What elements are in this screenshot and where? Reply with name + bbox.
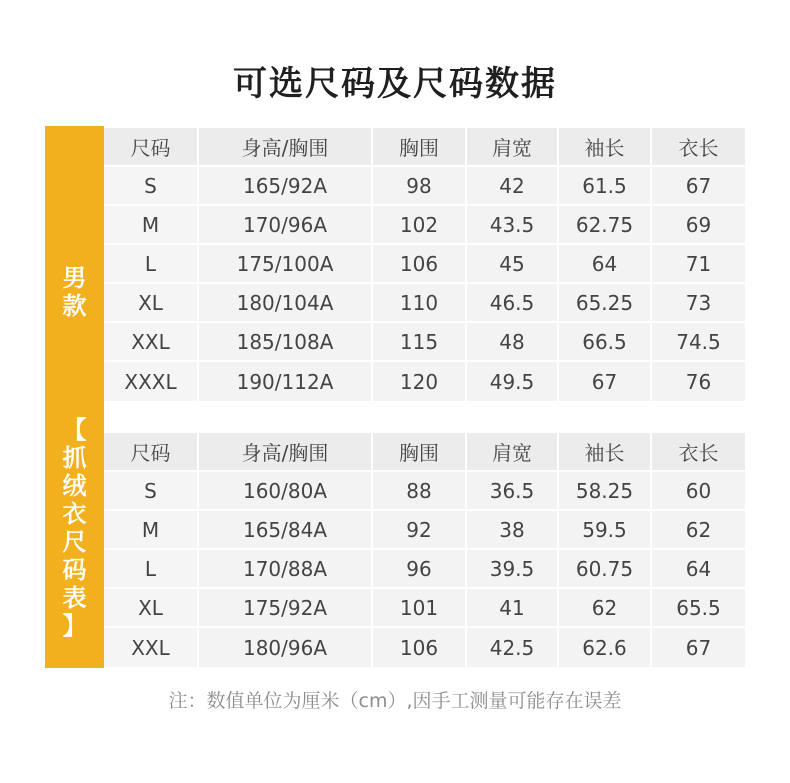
measurement-cell: 175/92A (199, 589, 373, 628)
men-label-char: 款 (62, 292, 87, 320)
measurement-cell: 170/88A (199, 550, 373, 589)
table-row (104, 167, 745, 206)
measurement-cell: 38 (467, 511, 559, 550)
measurement-cell: 49.5 (467, 362, 559, 401)
table-title-label (45, 416, 104, 640)
column-header: 胸围 (373, 128, 467, 167)
measurement-cell: 64 (559, 245, 652, 284)
column-header: 身高/胸围 (199, 128, 373, 167)
measurement-cell: 62.6 (559, 628, 652, 667)
measurement-cell: 106 (373, 628, 467, 667)
size-cell: XXL (104, 628, 199, 667)
measurement-cell: 190/112A (199, 362, 373, 401)
measurement-cell: 65.5 (652, 589, 745, 628)
size-cell: S (104, 167, 199, 206)
table-header-row (104, 128, 745, 167)
column-header: 衣长 (652, 128, 745, 167)
table-row (104, 206, 745, 245)
column-header: 衣长 (652, 433, 745, 472)
measurement-cell: 66.5 (559, 323, 652, 362)
table-header-row (104, 433, 745, 472)
measurement-cell: 69 (652, 206, 745, 245)
table-label-char: 衣 (62, 500, 87, 528)
measurement-cell: 88 (373, 472, 467, 511)
measurement-cell: 67 (559, 362, 652, 401)
measurement-cell: 110 (373, 284, 467, 323)
column-header: 胸围 (373, 433, 467, 472)
footnote: 注：数值单位为厘米（cm）,因手工测量可能存在误差 (168, 690, 622, 712)
measurement-cell: 42 (467, 167, 559, 206)
men-section-label (45, 264, 104, 320)
table-row (104, 550, 745, 589)
measurement-cell: 71 (652, 245, 745, 284)
measurement-cell: 62 (652, 511, 745, 550)
measurement-cell: 73 (652, 284, 745, 323)
table-row (104, 472, 745, 511)
column-header: 尺码 (104, 433, 199, 472)
table-row (104, 589, 745, 628)
measurement-cell: 39.5 (467, 550, 559, 589)
measurement-cell: 60 (652, 472, 745, 511)
men-label-char: 男 (62, 264, 87, 292)
measurement-cell: 115 (373, 323, 467, 362)
measurement-cell: 61.5 (559, 167, 652, 206)
size-cell: L (104, 245, 199, 284)
measurement-cell: 41 (467, 589, 559, 628)
measurement-cell: 106 (373, 245, 467, 284)
women-section-label (45, 727, 104, 783)
measurement-cell: 60.75 (559, 550, 652, 589)
measurement-cell: 165/84A (199, 511, 373, 550)
measurement-cell: 102 (373, 206, 467, 245)
column-header: 肩宽 (467, 433, 559, 472)
measurement-cell: 42.5 (467, 628, 559, 667)
measurement-cell: 101 (373, 589, 467, 628)
measurement-cell: 92 (373, 511, 467, 550)
measurement-cell: 62.75 (559, 206, 652, 245)
table-row (104, 323, 745, 362)
table-label-char: 码 (62, 556, 87, 584)
size-cell: M (104, 206, 199, 245)
measurement-cell: 170/96A (199, 206, 373, 245)
table-label-char: 表 (62, 584, 87, 612)
table-label-char: 】 (62, 612, 87, 640)
table-label-char: 【 (62, 416, 87, 444)
table-label-char: 尺 (62, 528, 87, 556)
measurement-cell: 45 (467, 245, 559, 284)
measurement-cell: 59.5 (559, 511, 652, 550)
measurement-cell: 74.5 (652, 323, 745, 362)
measurement-cell: 36.5 (467, 472, 559, 511)
column-header: 尺码 (104, 128, 199, 167)
table-label-char: 抓 (62, 444, 87, 472)
measurement-cell: 180/96A (199, 628, 373, 667)
measurement-cell: 62 (559, 589, 652, 628)
table-label-char: 绒 (62, 472, 87, 500)
men-table-body (104, 128, 745, 401)
measurement-cell: 96 (373, 550, 467, 589)
women-size-table (104, 433, 745, 667)
measurement-cell: 76 (652, 362, 745, 401)
size-cell: XL (104, 589, 199, 628)
column-header: 袖长 (559, 433, 652, 472)
measurement-cell: 46.5 (467, 284, 559, 323)
measurement-cell: 67 (652, 167, 745, 206)
women-label-char: 女 (62, 727, 87, 755)
side-label-bar (45, 126, 104, 783)
table-row (104, 245, 745, 284)
table-gap (104, 402, 745, 433)
table-row (104, 284, 745, 323)
size-cell: S (104, 472, 199, 511)
men-size-table (104, 128, 745, 401)
table-row (104, 362, 745, 401)
column-header: 身高/胸围 (199, 433, 373, 472)
measurement-cell: 185/108A (199, 323, 373, 362)
women-label-char: 款 (62, 755, 87, 783)
table-row (104, 511, 745, 550)
measurement-cell: 160/80A (199, 472, 373, 511)
size-cell: L (104, 550, 199, 589)
column-header: 袖长 (559, 128, 652, 167)
table-row (104, 628, 745, 667)
size-cell: XL (104, 284, 199, 323)
measurement-cell: 65.25 (559, 284, 652, 323)
measurement-cell: 43.5 (467, 206, 559, 245)
women-table-body (104, 433, 745, 667)
measurement-cell: 98 (373, 167, 467, 206)
size-cell: XXXL (104, 362, 199, 401)
page-title: 可选尺码及尺码数据 (233, 64, 557, 104)
measurement-cell: 48 (467, 323, 559, 362)
measurement-cell: 165/92A (199, 167, 373, 206)
measurement-cell: 120 (373, 362, 467, 401)
measurement-cell: 180/104A (199, 284, 373, 323)
measurement-cell: 67 (652, 628, 745, 667)
size-cell: M (104, 511, 199, 550)
measurement-cell: 58.25 (559, 472, 652, 511)
column-header: 肩宽 (467, 128, 559, 167)
measurement-cell: 64 (652, 550, 745, 589)
size-cell: XXL (104, 323, 199, 362)
measurement-cell: 175/100A (199, 245, 373, 284)
